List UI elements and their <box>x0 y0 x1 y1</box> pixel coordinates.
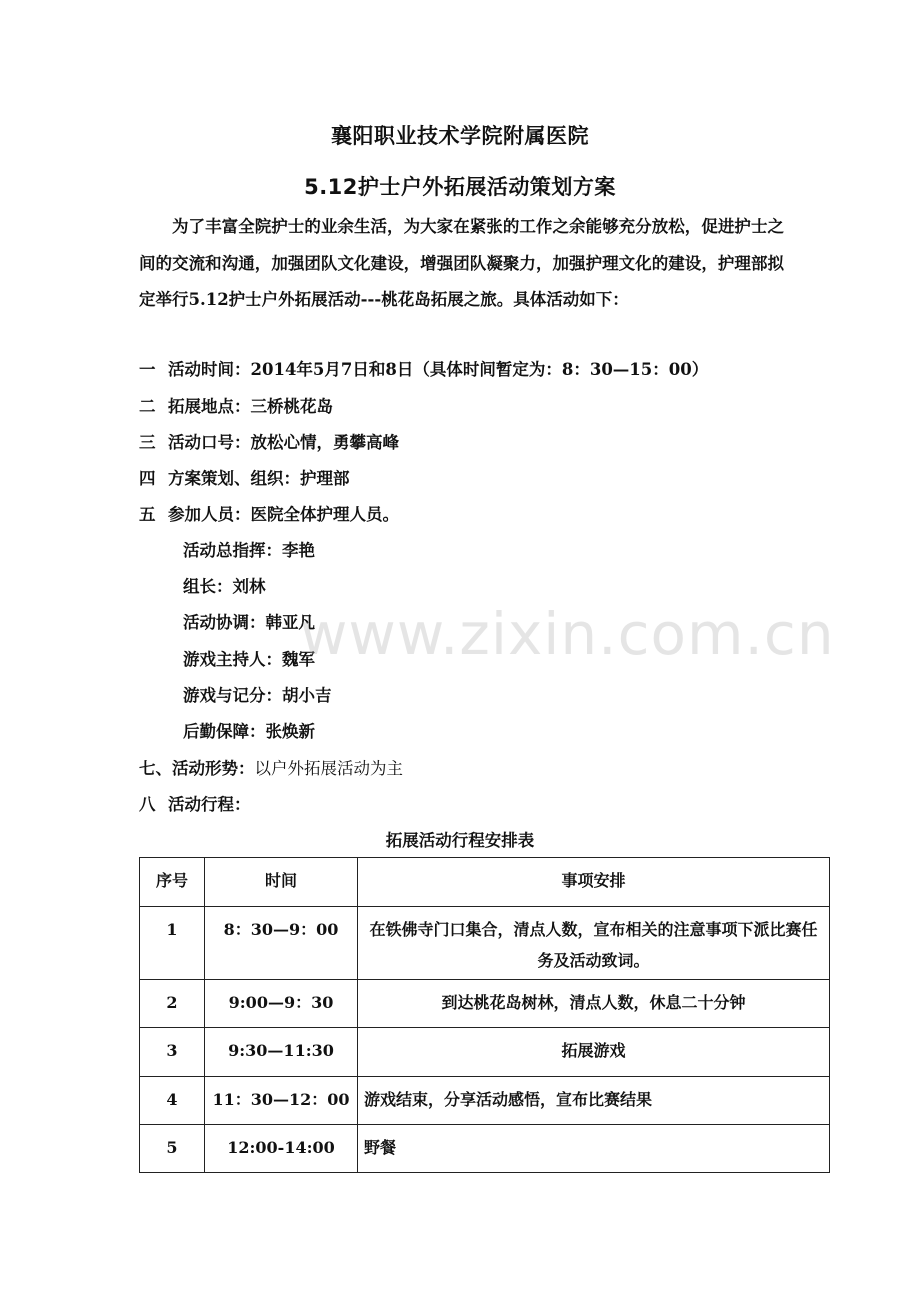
table-header-row <box>140 858 830 907</box>
cell-time: 9:30—11:30 <box>205 1028 358 1077</box>
item-location: 二 拓展地点：三桥桃花岛 <box>139 397 333 416</box>
header-time: 时间 <box>205 858 358 907</box>
cell-arrangement: 游戏结束，分享活动感悟，宣布比赛结果 <box>358 1077 830 1125</box>
cell-arrangement: 野餐 <box>358 1125 830 1173</box>
staff-commander: 活动总指挥：李艳 <box>183 541 315 560</box>
table-row <box>140 1028 830 1077</box>
item-time: 一 活动时间：2014年5月7日和8日（具体时间暂定为：8：30—15：00） <box>139 360 709 379</box>
schedule-table <box>139 857 830 1173</box>
item-organizer: 四 方案策划、组织：护理部 <box>139 469 350 488</box>
header-index: 序号 <box>140 858 205 907</box>
cell-time: 11：30—12：00 <box>205 1077 358 1125</box>
table-row <box>140 1077 830 1125</box>
staff-host: 游戏主持人：魏军 <box>183 650 315 669</box>
table-row <box>140 1125 830 1173</box>
document-subtitle: 5.12护士户外拓展活动策划方案 <box>304 175 616 199</box>
cell-index: 2 <box>140 980 205 1028</box>
staff-logistics: 后勤保障：张焕新 <box>183 722 315 741</box>
item-participants: 五 参加人员：医院全体护理人员。 <box>139 505 399 524</box>
item-format: 七、活动形势：以户外拓展活动为主 <box>139 759 403 778</box>
watermark: www.zixin.com.cn <box>300 600 835 668</box>
table-row <box>140 907 830 980</box>
staff-scorer: 游戏与记分：胡小吉 <box>183 686 332 705</box>
staff-coordinator: 活动协调：韩亚凡 <box>183 613 315 632</box>
table-row <box>140 980 830 1028</box>
staff-leader: 组长：刘林 <box>183 577 266 596</box>
cell-index: 1 <box>140 907 205 980</box>
cell-time: 12:00-14:00 <box>205 1125 358 1173</box>
cell-arrangement: 到达桃花岛树林，清点人数，休息二十分钟 <box>358 980 830 1028</box>
cell-index: 5 <box>140 1125 205 1173</box>
intro-paragraph: 为了丰富全院护士的业余生活，为大家在紧张的工作之余能够充分放松，促进护士之间的交流和沟通，加强团队文化建设，增强团队凝聚力，加强护理文化的建设，护理部拟定举行5.12护士户外拓展活动---桃花岛拓展之旅。具体活动如下： <box>139 217 784 309</box>
cell-arrangement: 在铁佛寺门口集合，清点人数，宣布相关的注意事项下派比赛任务及活动致词。 <box>358 907 830 980</box>
document-title: 襄阳职业技术学院附属医院 <box>331 124 589 148</box>
table-caption: 拓展活动行程安排表 <box>385 831 535 850</box>
header-arrangement: 事项安排 <box>358 858 830 907</box>
item-itinerary: 八 活动行程： <box>139 795 251 814</box>
cell-arrangement: 拓展游戏 <box>358 1028 830 1077</box>
cell-index: 3 <box>140 1028 205 1077</box>
cell-time: 9:00—9：30 <box>205 980 358 1028</box>
item-slogan: 三 活动口号：放松心情，勇攀高峰 <box>139 433 399 452</box>
cell-time: 8：30—9：00 <box>205 907 358 980</box>
cell-index: 4 <box>140 1077 205 1125</box>
